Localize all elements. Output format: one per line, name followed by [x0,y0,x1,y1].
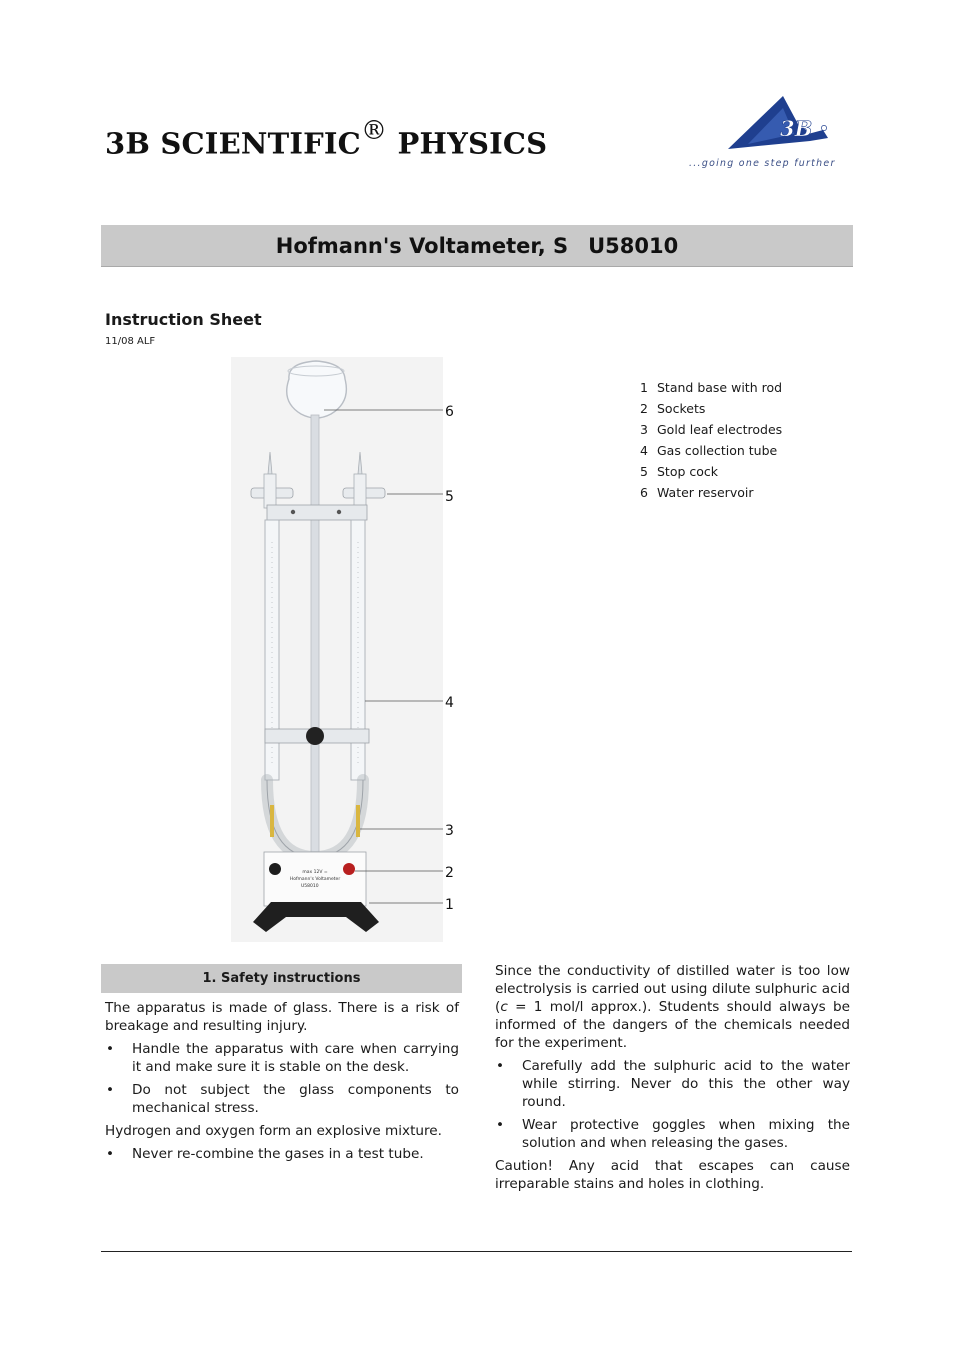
plate-code: U58010 [301,884,319,889]
bullet-list [105,1145,459,1163]
electrode-right-icon [356,805,360,837]
callout-3: 3 [445,823,454,839]
registered-mark: ® [360,116,388,146]
bullet-list [105,1040,459,1117]
voltameter-figure [231,357,461,942]
product-title-bar [101,225,853,267]
product-code: U58010 [588,233,679,258]
legend-item: 1 Stand base with rod [640,380,783,395]
water-reservoir-icon [287,361,347,418]
socket-black-icon [269,863,281,875]
paragraph: Caution! Any acid that escapes can cause irreparable stains and holes in clothing. [495,1158,850,1192]
clamp-knob-icon [306,727,324,745]
logo-tagline: ...going one step further [689,158,836,169]
socket-red-icon [343,863,355,875]
brand-main: 3B SCIENTIFIC [105,126,361,161]
callout-6: 6 [445,404,454,420]
list-item: • Carefully add the sulphuric acid to the water while stirring. Never do this the other way round. [522,1057,850,1111]
revision-date: 11/08 ALF [105,336,156,347]
plate-max: max 12V = [302,870,328,875]
safety-right-column [495,962,850,1198]
bullet-list [495,1057,850,1152]
brand-suffix: PHYSICS [387,126,548,161]
list-item: • Do not subject the glass components to mechanical stress. [132,1081,459,1117]
logo-reg-icon [821,125,826,130]
callout-4: 4 [445,695,454,711]
legend-item: 3 Gold leaf electrodes [640,422,783,437]
legend-item: 6 Water reservoir [640,485,754,500]
brand-title [105,116,548,161]
electrode-left-icon [270,805,274,837]
list-item: • Never re-combine the gases in a test tube. [132,1145,459,1163]
3b-logo [688,94,838,172]
parts-legend [640,377,782,503]
paragraph: Hydrogen and oxygen form an explosive mixture. [105,1123,442,1139]
safety-left-column [105,999,459,1168]
paragraph: The apparatus is made of glass. There is a risk of breakage and resulting injury. [105,1000,459,1034]
legend-item: 4 Gas collection tube [640,443,778,458]
plate-name: Hofmann's Voltameter [289,877,341,882]
safety-heading: 1. Safety instructions [101,964,462,993]
logo-text: 3B [780,116,813,141]
callout-2: 2 [445,865,454,881]
callout-1: 1 [445,897,454,913]
footer-divider [101,1251,852,1252]
list-item: • Wear protective goggles when mixing the solution and when releasing the gases. [522,1116,850,1152]
legend-item: 5 Stop cock [640,464,719,479]
central-rod [311,415,319,860]
upper-clamp [267,505,367,520]
instruction-sheet-label: Instruction Sheet [105,310,262,329]
paragraph: Since the conductivity of distilled water is too low electrolysis is carried out using dilute sulphuric acid (c = 1 mol/l approx.). Students should always be informed of the dangers of the chemicals needed for the experiment. [495,963,850,1051]
callout-5: 5 [445,489,454,505]
legend-item: 2 Sockets [640,401,706,416]
product-name: Hofmann's Voltameter, S [275,233,569,258]
list-item: • Handle the apparatus with care when carrying it and make sure it is stable on the desk. [132,1040,459,1076]
